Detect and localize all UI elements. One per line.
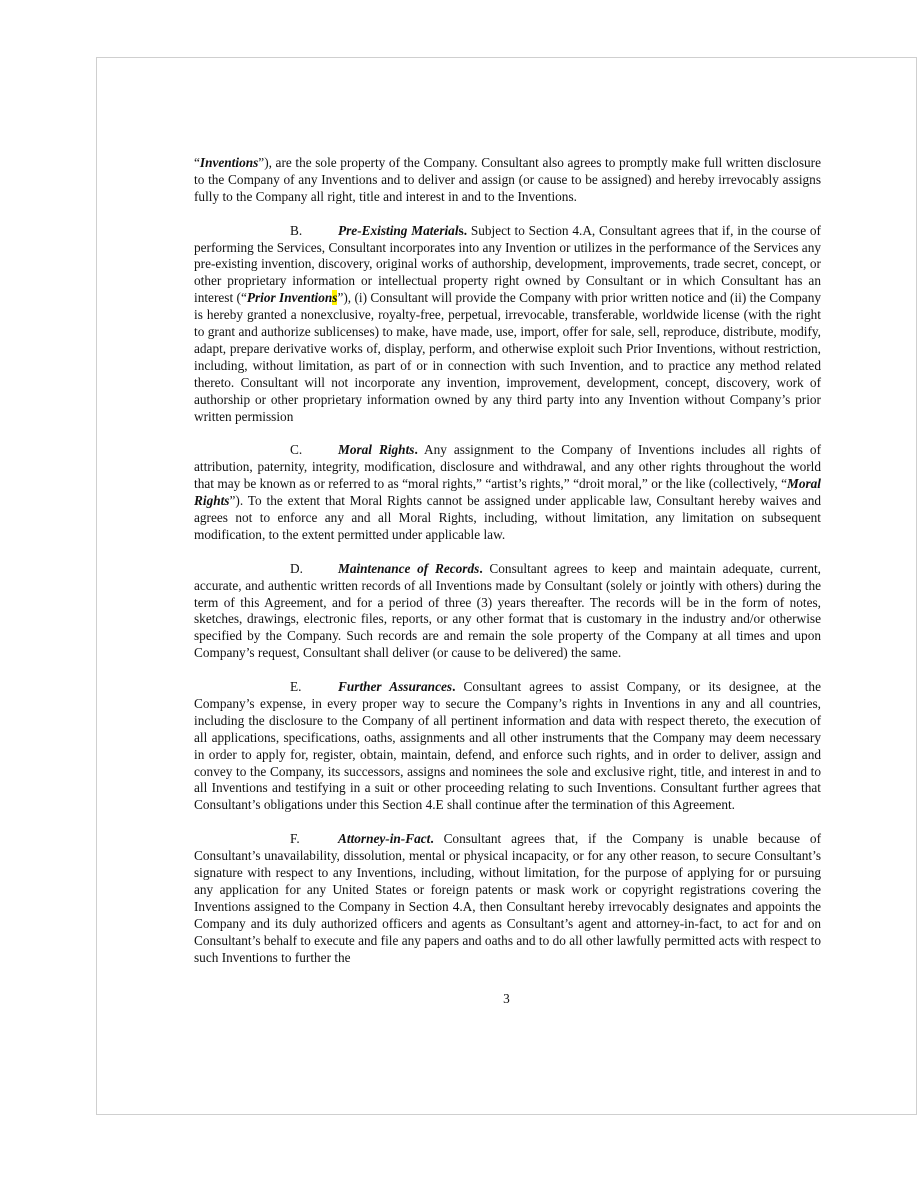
section-b-heading-tail: s. [458, 222, 468, 238]
section-c [194, 442, 821, 543]
section-e-text: Consultant agrees to assist Company, or its designee, at the Company’s expense, in every proper way to secure the Company’s rights in Inventions in any and all countries, including the disclosure to the Company of all pertinent information and data with respect thereto, the execution of all applications, specifications, oaths, assignments and all other instruments that the Company may deem necessary in order to apply for, register, obtain, maintain, defend, and enforce such rights, and in order to deliver, assign and convey to the Company, its successors, assigns and nominees the sole and exclusive right, title, and interest in and to all Inventions and testifying in a suit or other proceeding relating to such Inventions. Consultant further agrees that Consultant’s obligations under this Section 4.E shall continue after the termination of this Agreement. [194, 679, 821, 813]
section-d-letter: D. [290, 560, 303, 576]
section-f-heading: Attorney-in-Fact [338, 831, 431, 847]
document-page [96, 57, 917, 1115]
quote-open: “ [194, 155, 200, 170]
section-d [194, 561, 821, 662]
section-d-heading-period: . [479, 560, 483, 576]
section-e-letter: E. [290, 679, 302, 695]
intro-text: ”), are the sole property of the Company. Consultant also agrees to promptly make full written disclosure to the Company of any Inventions and to deliver and assign (or cause to be assigned) and hereby irrevocably assigns fully to the Company all right, title and interest in and to the Inventions. [194, 155, 821, 204]
page-content [194, 155, 821, 983]
section-f-heading-period: . [430, 831, 434, 847]
section-f [194, 831, 821, 966]
section-c-heading-period: . [414, 442, 418, 458]
defined-term-moral-rights: Moral Rights [194, 476, 821, 509]
section-c-text-1: Any assignment to the Company of Inventions includes all rights of attribution, paternity, integrity, modification, disclosure and withdrawal, and any other rights throughout the world that may be known as or referred to as “moral rights,” “artist’s rights,” “droit moral,” or the like (collectively, “ [194, 442, 821, 492]
section-e [194, 679, 821, 814]
section-e-heading: Further Assurances [338, 679, 453, 695]
page-number: 3 [503, 991, 510, 1006]
section-b-text-2: ”), (i) Consultant will provide the Company with prior written notice and (ii) the Company is hereby granted a nonexclusive, royalty-free, perpetual, irrevocable, transferable, worldwide license (with the right to grant and authorize sublicenses) to make, have made, use, import, offer for sale, sell, reproduce, distribute, modify, adapt, prepare derivative works of, display, perform, and otherwise exploit such Prior Inventions, without restriction, including, without limitation, as part of or in connection with such Invention, and to practice any method related thereto. Consultant will not incorporate any invention, improvement, development, concept, discovery, work of authorship or other proprietary information owned by any third party into any Invention without Company’s prior written permission [194, 290, 821, 424]
section-f-letter: F. [290, 831, 300, 847]
section-d-heading: Maintenance of Records [338, 560, 480, 576]
section-c-letter: C. [290, 442, 303, 458]
intro-paragraph [194, 155, 821, 206]
section-b [194, 223, 821, 426]
section-c-heading: Moral Rights [338, 442, 415, 458]
section-d-text: Consultant agrees to keep and maintain adequate, current, accurate, and authentic written records of all Inventions made by Consultant (solely or jointly with others) during the term of this Agreement, and for a period of three (3) years thereafter. The records will be in the form of notes, sketches, drawings, electronic files, reports, or any other format that is customary in the industry and/or otherwise specified by the Company. Such records are and remain the sole property of the Company at all times and upon Company’s request, Consultant shall deliver (or cause to be delivered) the same. [194, 560, 821, 661]
defined-term-inventions: Inventions [199, 155, 259, 170]
section-b-heading: Pre-Existing Material [338, 222, 459, 238]
highlighted-text: s [332, 290, 338, 306]
section-f-text: Consultant agrees that, if the Company is unable because of Consultant’s unavailability, dissolution, mental or physical incapacity, or for any other reason, to secure Consultant’s signature with respect to any Inventions, including, without limitation, for the purpose of applying for or pursuing any application for any United States or foreign patents or mask work or copyright registrations covering the Inventions assigned to the Company in Section 4.A, then Consultant hereby irrevocably designates and appoints the Company and its duly authorized officers and agents as Consultant’s agent and attorney-in-fact, to act for and on Consultant’s behalf to execute and file any papers and oaths and to do all other lawfully permitted acts with respect to such Inventions to further the [194, 831, 821, 965]
section-b-text-1: Subject to Section 4.A, Consultant agrees that if, in the course of performing the Services, Consultant incorporates into any Invention or utilizes in the performance of the Services any pre-existing invention, discovery, original works of authorship, development, improvements, trade secret, concept, or other proprietary information or intellectual property right owned by Consultant or in which Consultant has an interest (“ [194, 222, 821, 306]
section-e-heading-period: . [452, 679, 456, 695]
section-b-letter: B. [290, 222, 303, 238]
section-c-text-2: ”). To the extent that Moral Rights cannot be assigned under applicable law, Consultant hereby waives and agrees not to enforce any and all Moral Rights, including, without limitation, any limitation on subsequent modification, to the extent permitted under applicable law. [194, 493, 821, 542]
defined-term-prior-inventions: Prior Invention [246, 290, 333, 306]
